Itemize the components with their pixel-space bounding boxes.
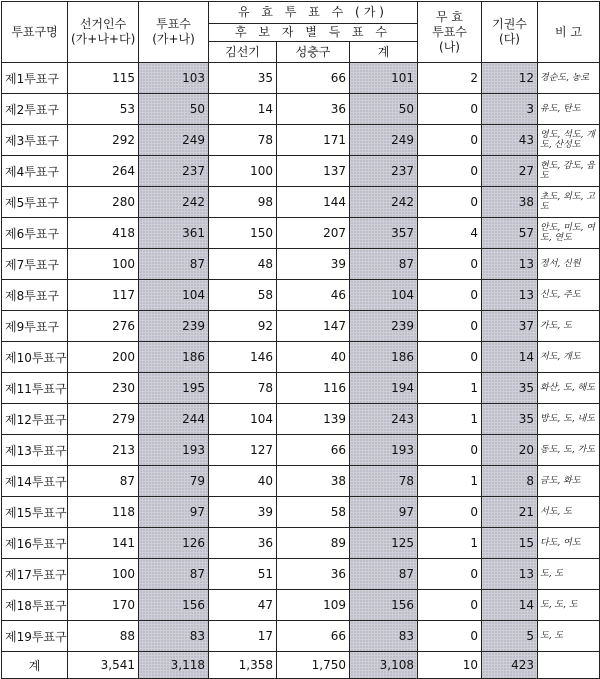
candidate2-votes: 144 xyxy=(277,187,350,218)
voters-count: 100 xyxy=(68,249,139,280)
invalid-count: 0 xyxy=(418,497,482,528)
turnout-count: 97 xyxy=(139,497,209,528)
district-name: 제3투표구 xyxy=(2,125,68,156)
invalid-count: 0 xyxy=(418,94,482,125)
voters-count: 230 xyxy=(68,373,139,404)
candidate2-votes: 207 xyxy=(277,218,350,249)
valid-votes-sum: 249 xyxy=(350,125,418,156)
remarks-note: 영도, 석도, 개도, 산성도 xyxy=(538,125,600,156)
table-row xyxy=(2,559,600,590)
total-candidate2: 1,750 xyxy=(277,652,350,679)
abstained-count: 15 xyxy=(482,528,538,559)
district-name: 제2투표구 xyxy=(2,94,68,125)
candidate2-votes: 46 xyxy=(277,280,350,311)
invalid-count: 0 xyxy=(418,590,482,621)
total-candidate1: 1,358 xyxy=(209,652,277,679)
district-name: 제1투표구 xyxy=(2,63,68,94)
candidate1-votes: 127 xyxy=(209,435,277,466)
table-row xyxy=(2,218,600,249)
invalid-count: 0 xyxy=(418,280,482,311)
candidate2-votes: 39 xyxy=(277,249,350,280)
district-name: 제14투표구 xyxy=(2,466,68,497)
invalid-count: 0 xyxy=(418,249,482,280)
table-row xyxy=(2,435,600,466)
candidate2-votes: 36 xyxy=(277,94,350,125)
turnout-count: 103 xyxy=(139,63,209,94)
candidate2-votes: 36 xyxy=(277,559,350,590)
candidate1-votes: 100 xyxy=(209,156,277,187)
table-row xyxy=(2,528,600,559)
voters-count: 100 xyxy=(68,559,139,590)
valid-votes-sum: 87 xyxy=(350,249,418,280)
candidate2-votes: 89 xyxy=(277,528,350,559)
total-turnout: 3,118 xyxy=(139,652,209,679)
header-abstained: 기권수 (다) xyxy=(482,2,538,63)
candidate1-votes: 78 xyxy=(209,125,277,156)
candidate2-votes: 137 xyxy=(277,156,350,187)
total-invalid: 10 xyxy=(418,652,482,679)
voters-count: 276 xyxy=(68,311,139,342)
candidate1-votes: 104 xyxy=(209,404,277,435)
remarks-note: 현도, 감도, 읍도 xyxy=(538,156,600,187)
abstained-count: 57 xyxy=(482,218,538,249)
district-name: 제4투표구 xyxy=(2,156,68,187)
candidate1-votes: 58 xyxy=(209,280,277,311)
total-abstained: 423 xyxy=(482,652,538,679)
invalid-count: 0 xyxy=(418,621,482,652)
header-turnout: 투표수 (가+나) xyxy=(139,2,209,63)
candidate1-votes: 48 xyxy=(209,249,277,280)
candidate2-votes: 147 xyxy=(277,311,350,342)
header-candidate1: 김선기 xyxy=(209,42,277,63)
turnout-count: 50 xyxy=(139,94,209,125)
turnout-count: 237 xyxy=(139,156,209,187)
voters-count: 118 xyxy=(68,497,139,528)
district-name: 제15투표구 xyxy=(2,497,68,528)
valid-votes-sum: 242 xyxy=(350,187,418,218)
valid-votes-sum: 87 xyxy=(350,559,418,590)
candidate1-votes: 40 xyxy=(209,466,277,497)
voters-count: 87 xyxy=(68,466,139,497)
header-valid-votes: 유 효 투 표 수 (가) xyxy=(209,2,418,24)
voters-count: 141 xyxy=(68,528,139,559)
turnout-count: 361 xyxy=(139,218,209,249)
valid-votes-sum: 237 xyxy=(350,156,418,187)
remarks-note: 신도, 주도 xyxy=(538,280,600,311)
turnout-count: 186 xyxy=(139,342,209,373)
district-name: 제18투표구 xyxy=(2,590,68,621)
election-results-table xyxy=(1,1,600,679)
turnout-count: 195 xyxy=(139,373,209,404)
header-candidate2: 성충구 xyxy=(277,42,350,63)
header-district: 투표구명 xyxy=(2,2,68,63)
invalid-count: 1 xyxy=(418,528,482,559)
candidate1-votes: 98 xyxy=(209,187,277,218)
candidate2-votes: 58 xyxy=(277,497,350,528)
candidate1-votes: 150 xyxy=(209,218,277,249)
turnout-count: 242 xyxy=(139,187,209,218)
candidate1-votes: 47 xyxy=(209,590,277,621)
turnout-count: 83 xyxy=(139,621,209,652)
abstained-count: 27 xyxy=(482,156,538,187)
valid-votes-sum: 357 xyxy=(350,218,418,249)
abstained-count: 14 xyxy=(482,342,538,373)
valid-votes-sum: 125 xyxy=(350,528,418,559)
remarks-note: 다도, 여도 xyxy=(538,528,600,559)
remarks-note: 금도, 화도 xyxy=(538,466,600,497)
invalid-count: 0 xyxy=(418,559,482,590)
candidate1-votes: 39 xyxy=(209,497,277,528)
candidate1-votes: 78 xyxy=(209,373,277,404)
table-row xyxy=(2,156,600,187)
table-row xyxy=(2,466,600,497)
abstained-count: 12 xyxy=(482,63,538,94)
invalid-count: 0 xyxy=(418,187,482,218)
district-name: 제19투표구 xyxy=(2,621,68,652)
total-row xyxy=(2,652,600,679)
voters-count: 292 xyxy=(68,125,139,156)
valid-votes-sum: 194 xyxy=(350,373,418,404)
header-sum: 계 xyxy=(350,42,418,63)
total-sum: 3,108 xyxy=(350,652,418,679)
voters-count: 88 xyxy=(68,621,139,652)
abstained-count: 3 xyxy=(482,94,538,125)
turnout-count: 87 xyxy=(139,249,209,280)
invalid-count: 0 xyxy=(418,342,482,373)
table-row xyxy=(2,373,600,404)
header-voters: 선거인수 (가+나+다) xyxy=(68,2,139,63)
remarks-note: 도, 도 xyxy=(538,621,600,652)
turnout-count: 104 xyxy=(139,280,209,311)
table-row xyxy=(2,497,600,528)
candidate2-votes: 109 xyxy=(277,590,350,621)
table-row xyxy=(2,94,600,125)
valid-votes-sum: 193 xyxy=(350,435,418,466)
header-remarks: 비 고 xyxy=(538,2,600,63)
voters-count: 53 xyxy=(68,94,139,125)
voters-count: 280 xyxy=(68,187,139,218)
header-by-candidate: 후 보 자 별 득 표 수 xyxy=(209,24,418,42)
voters-count: 115 xyxy=(68,63,139,94)
remarks-note: 서도, 도 xyxy=(538,497,600,528)
candidate2-votes: 40 xyxy=(277,342,350,373)
total-label: 계 xyxy=(2,652,68,679)
candidate2-votes: 66 xyxy=(277,63,350,94)
table-row xyxy=(2,63,600,94)
voters-count: 117 xyxy=(68,280,139,311)
abstained-count: 13 xyxy=(482,559,538,590)
turnout-count: 249 xyxy=(139,125,209,156)
district-name: 제6투표구 xyxy=(2,218,68,249)
turnout-count: 126 xyxy=(139,528,209,559)
candidate2-votes: 116 xyxy=(277,373,350,404)
valid-votes-sum: 97 xyxy=(350,497,418,528)
voters-count: 418 xyxy=(68,218,139,249)
abstained-count: 35 xyxy=(482,373,538,404)
invalid-count: 1 xyxy=(418,373,482,404)
valid-votes-sum: 83 xyxy=(350,621,418,652)
invalid-count: 0 xyxy=(418,435,482,466)
remarks-note: 안도, 미도, 여도, 연도 xyxy=(538,218,600,249)
remarks-note: 경순도, 농로 xyxy=(538,63,600,94)
table-row xyxy=(2,590,600,621)
voters-count: 213 xyxy=(68,435,139,466)
candidate1-votes: 14 xyxy=(209,94,277,125)
valid-votes-sum: 104 xyxy=(350,280,418,311)
candidate1-votes: 17 xyxy=(209,621,277,652)
abstained-count: 43 xyxy=(482,125,538,156)
table-row xyxy=(2,311,600,342)
district-name: 제16투표구 xyxy=(2,528,68,559)
remarks-note: 초도, 외도, 고도 xyxy=(538,187,600,218)
district-name: 제8투표구 xyxy=(2,280,68,311)
voters-count: 279 xyxy=(68,404,139,435)
total-voters: 3,541 xyxy=(68,652,139,679)
turnout-count: 87 xyxy=(139,559,209,590)
turnout-count: 193 xyxy=(139,435,209,466)
abstained-count: 20 xyxy=(482,435,538,466)
invalid-count: 4 xyxy=(418,218,482,249)
valid-votes-sum: 50 xyxy=(350,94,418,125)
table-row xyxy=(2,125,600,156)
invalid-count: 0 xyxy=(418,311,482,342)
remarks-note: 가도, 도 xyxy=(538,311,600,342)
turnout-count: 244 xyxy=(139,404,209,435)
remarks-note: 정서, 신원 xyxy=(538,249,600,280)
voters-count: 264 xyxy=(68,156,139,187)
candidate2-votes: 171 xyxy=(277,125,350,156)
valid-votes-sum: 78 xyxy=(350,466,418,497)
abstained-count: 13 xyxy=(482,280,538,311)
invalid-count: 0 xyxy=(418,156,482,187)
invalid-count: 1 xyxy=(418,404,482,435)
valid-votes-sum: 243 xyxy=(350,404,418,435)
table-row xyxy=(2,404,600,435)
abstained-count: 21 xyxy=(482,497,538,528)
abstained-count: 14 xyxy=(482,590,538,621)
table-row xyxy=(2,249,600,280)
candidate1-votes: 146 xyxy=(209,342,277,373)
district-name: 제11투표구 xyxy=(2,373,68,404)
remarks-note: 방도, 도, 내도 xyxy=(538,404,600,435)
table-row xyxy=(2,621,600,652)
header-invalid: 무 효 투표수 (나) xyxy=(418,2,482,63)
valid-votes-sum: 156 xyxy=(350,590,418,621)
remarks-note: 화산, 도, 해도 xyxy=(538,373,600,404)
voters-count: 170 xyxy=(68,590,139,621)
candidate2-votes: 139 xyxy=(277,404,350,435)
remarks-note: 도, 도 xyxy=(538,559,600,590)
invalid-count: 2 xyxy=(418,63,482,94)
remarks-note: 유도, 탄도 xyxy=(538,94,600,125)
table-row xyxy=(2,342,600,373)
valid-votes-sum: 101 xyxy=(350,63,418,94)
candidate1-votes: 92 xyxy=(209,311,277,342)
valid-votes-sum: 186 xyxy=(350,342,418,373)
valid-votes-sum: 239 xyxy=(350,311,418,342)
candidate1-votes: 36 xyxy=(209,528,277,559)
remarks-note: 도, 도, 도 xyxy=(538,590,600,621)
candidate1-votes: 51 xyxy=(209,559,277,590)
invalid-count: 1 xyxy=(418,466,482,497)
turnout-count: 79 xyxy=(139,466,209,497)
district-name: 제7투표구 xyxy=(2,249,68,280)
abstained-count: 37 xyxy=(482,311,538,342)
district-name: 제9투표구 xyxy=(2,311,68,342)
invalid-count: 0 xyxy=(418,125,482,156)
total-remarks xyxy=(538,652,600,679)
district-name: 제17투표구 xyxy=(2,559,68,590)
turnout-count: 239 xyxy=(139,311,209,342)
candidate1-votes: 35 xyxy=(209,63,277,94)
table-row xyxy=(2,187,600,218)
abstained-count: 38 xyxy=(482,187,538,218)
abstained-count: 35 xyxy=(482,404,538,435)
candidate2-votes: 66 xyxy=(277,435,350,466)
district-name: 제13투표구 xyxy=(2,435,68,466)
district-name: 제12투표구 xyxy=(2,404,68,435)
abstained-count: 13 xyxy=(482,249,538,280)
district-name: 제5투표구 xyxy=(2,187,68,218)
abstained-count: 5 xyxy=(482,621,538,652)
district-name: 제10투표구 xyxy=(2,342,68,373)
table-row xyxy=(2,280,600,311)
candidate2-votes: 38 xyxy=(277,466,350,497)
voters-count: 200 xyxy=(68,342,139,373)
remarks-note: 동도, 도, 가도 xyxy=(538,435,600,466)
turnout-count: 156 xyxy=(139,590,209,621)
remarks-note: 저도, 개도 xyxy=(538,342,600,373)
candidate2-votes: 66 xyxy=(277,621,350,652)
abstained-count: 8 xyxy=(482,466,538,497)
